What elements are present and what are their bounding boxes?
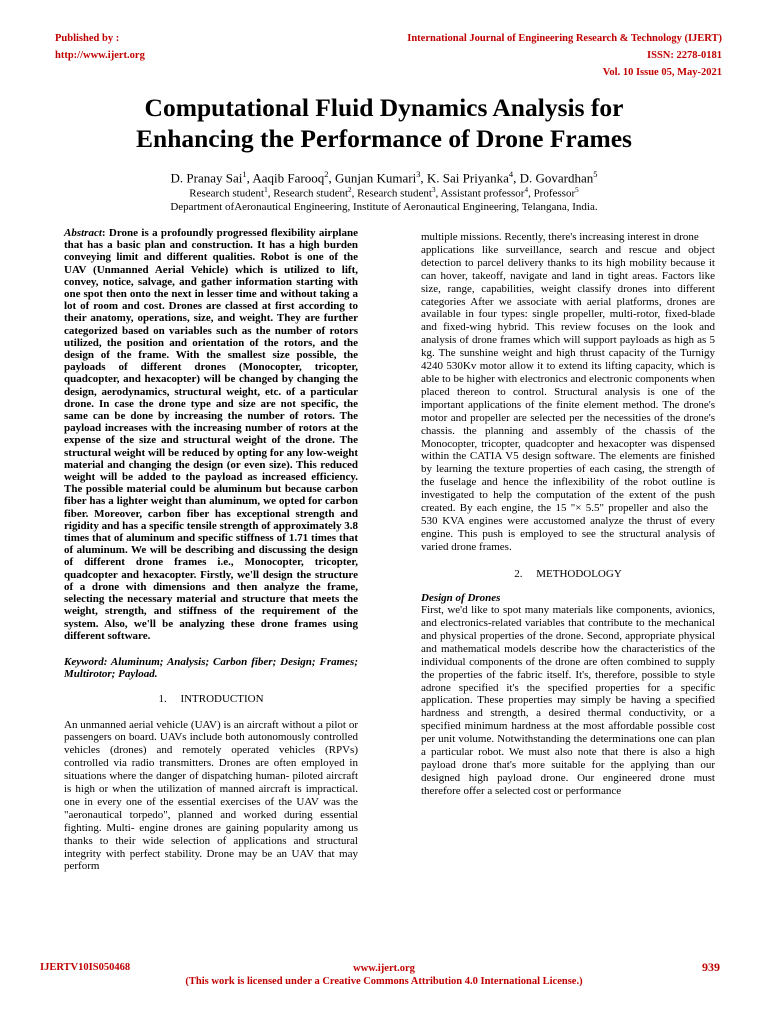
separator: , [420,170,427,186]
paper-id: IJERTV10IS050468 [40,962,131,973]
section-heading-introduction: 1. INTRODUCTION [158,693,264,706]
page-header-left [55,30,145,64]
issn: ISSN: 2278-0181 [647,50,722,61]
author-name: Gunjan Kumari [334,170,417,186]
author-role: Professor [533,187,576,200]
separator: , [351,187,358,200]
right-column [421,231,715,798]
journal-name: International Journal of Engineering Research & Technology (IJERT) [407,33,722,44]
page-header-right [407,30,722,81]
footer-site-link[interactable]: www.ijert.org [353,963,415,974]
author-role-index: 3 [431,186,436,194]
methodology-paragraph: First, we'd like to spot many materials like components, avionics, and electronics-related variables that contribute to the mechanical and physical properties of the drone. Second, appropriate physical and mathematical models describe how the characteristics of the individual components of the drone are often combined to supply the properties of the fabric itself. It's, therefore, possible to style adrone specified it's the specified properties for a specific application. These properties may simply be having a specified hardness and strength, a desired thermal conductivity, or a specified minimum hardness at the most affordable possible cost per unit volume. Notwithstanding the determinations one can plan a particular robot. We must also note that there is also a high payload drone that's more suitable for the applying than our designed high payload drone. Our engineered drone must therefore offer a selected cost or performance [421,604,715,797]
abstract-text: : Drone is a profoundly progressed flexibility airplane that has a basic plan and construction. It has a high burden conveying limit and different qualities. Robot is one of the UAV (Unmanned Aerial Vehicle) which is utilized to lift, convey, notice, salvage, and gather information starting with one spot then onto the next in lesser time and without taking a lot of room and cost. Drones are classed at first according to their anatomy, operations, size, and weight. They are further categorized based on variables such as the number of rotors utilized, the position and orientation of the rotors, and the design of the frame. With the smallest size possible, the payloads of different drones (Monocopter, tricopter, quadcopter, and hexacopter) will be changed by changing the design, aerodynamics, structural weight, etc. of a particular drone. In case the drone type and size are not specific, the same can be done by increasing the number of rotors. The payload increases with the increasing number of rotors at the expense of the size and structural weight of the drone. The structural weight will be reduced by opting for any low-weight material and changing the design (or even size). This reduced weight will be added to the payload as increased efficiency. The possible material could be aluminum but because carbon fiber has a lighter weight than aluminum, we opted for carbon fiber. Moreover, carbon fiber has exceptional strength and rigidity and has a specific tensile strength of approximately 3.8 times that of aluminum and specific stiffness of 1.71 times that of aluminum. We will be describing and discussing the design of different drone frames i.e., Monocopter, tricopter, quadcopter and hexacopter. Firstly, we'll design the structure of a drone with dimensions and then analyze the frame, selecting the necessary material and structure that meets the weight, strength, and stiffness of the requirement of the system. Also, we'll be analyzing these drone frames using different software. [64,227,358,642]
author-role-index: 4 [524,186,529,194]
intro-continued-first-line: multiple missions. Recently, there's increasing interest in drone [421,231,699,243]
author-role: Research student [273,187,349,200]
paper-title-line-2: Enhancing the Performance of Drone Frames [136,124,632,153]
author-role: Research student [357,187,432,200]
keywords: Keyword: Aluminum; Analysis; Carbon fiber; Design; Frames; Multirotor; Payload. [64,655,358,681]
author-list [40,167,728,185]
author-role-index: 1 [264,186,268,194]
author-role: Assistant professor [440,187,525,200]
left-column [64,227,358,873]
author-name-index: 2 [324,169,329,179]
volume-issue: Vol. 10 Issue 05, May-2021 [602,67,722,78]
author-name-index: 4 [508,169,514,179]
author-name: D. Pranay Sai [170,170,243,186]
author-name: K. Sai Priyanka [426,170,509,186]
license-notice: (This work is licensed under a Creative Commons Attribution 4.0 International License.) [185,976,583,987]
paper-title-line-1: Computational Fluid Dynamics Analysis for [144,93,624,122]
separator: , [513,170,520,186]
author-name: D. Govardhan [519,170,594,186]
author-name-index: 3 [416,169,421,179]
author-name: Aaqib Farooq [252,170,325,186]
separator: , [328,170,335,186]
author-role: Research student [189,187,265,200]
author-roles [40,184,728,201]
abstract [64,227,358,642]
separator: , [528,187,534,200]
author-role-index: 5 [575,186,579,194]
paper-title [40,92,728,154]
page-number: 939 [702,960,720,974]
abstract-label: Abstract [64,227,102,239]
author-affiliation: Department ofAeronautical Engineering, Institute of Aeronautical Engineering, Telangana, India. [170,201,598,213]
section-heading-methodology: 2. METHODOLOGY [514,567,622,580]
introduction-paragraph: An unmanned aerial vehicle (UAV) is an aircraft without a pilot or passengers on board. UAVs include both autonomously controlled vehicles (drones) and remotely operated vehicles (RPVs) controlled via radio transmitters. Drones are often employed in situations where the danger of dispatching human- piloted aircraft is high or when the utilization of manned aircraft is impractical. one in every one of the essential exercises of the UAV was the "aeronautical torpedo", planned and worked during essential fighting. Multi- engine drones are gaining popularity among us thanks to their wide selection of applications and structural integrity with perfect stability. Drone may be an UAV that may perform [64,718,358,873]
intro-continued-text: applications like surveillance, search and rescue and object detection to parcel delivery thanks to its high mobility because it can hover, takeoff, navigate and land in tight areas. Factors like size, range, capabilities, weight classify drones into different categories After we associate with aerial platforms, drones are available in four types: single propeller, multi-rotor, fixed-blade and fixed-wing hybrid. This review focuses on the look and analysis of drone frames which will support payloads as high as 5 kg. The sunshine weight and high thrust capacity of the Turnigy 4240 530Kv motor allow it to extend its lifting capacity, which is able to be higher with electronics and electronic components when placed thereon to control. Structural analysis is one of the important applications of the finite element method. The drone's motor and propeller are selected per the necessities of the drone's chassis. the planning and assembly of the chassis of the Monocopter, tricopter, quadcopter and hexacopter was dispensed within the CATIA V5 design software. The elements are finished by learning the texture properties of each casing, the strength of the fuselage and hence the inflexibility of the robot outline is investigated to help the computation of the extent of the push created. By each engine, the 15 "× 5.5" propeller and also the 530 KVA engines were accustomed analyze the thrust of every engine. This push is employed to see the structural analysis of varied drone frames. [421,243,715,553]
published-by-label: Published by : [55,33,120,44]
separator: , [267,187,274,200]
subsection-heading-design-of-drones: Design of Drones [421,591,501,604]
author-role-index: 2 [348,186,352,194]
publisher-website-link[interactable]: http://www.ijert.org [55,50,145,61]
separator: , [246,170,253,186]
author-name-index: 5 [593,169,598,179]
introduction-paragraph-continued [421,231,715,554]
author-name-index: 1 [242,169,247,179]
separator: , [435,187,441,200]
